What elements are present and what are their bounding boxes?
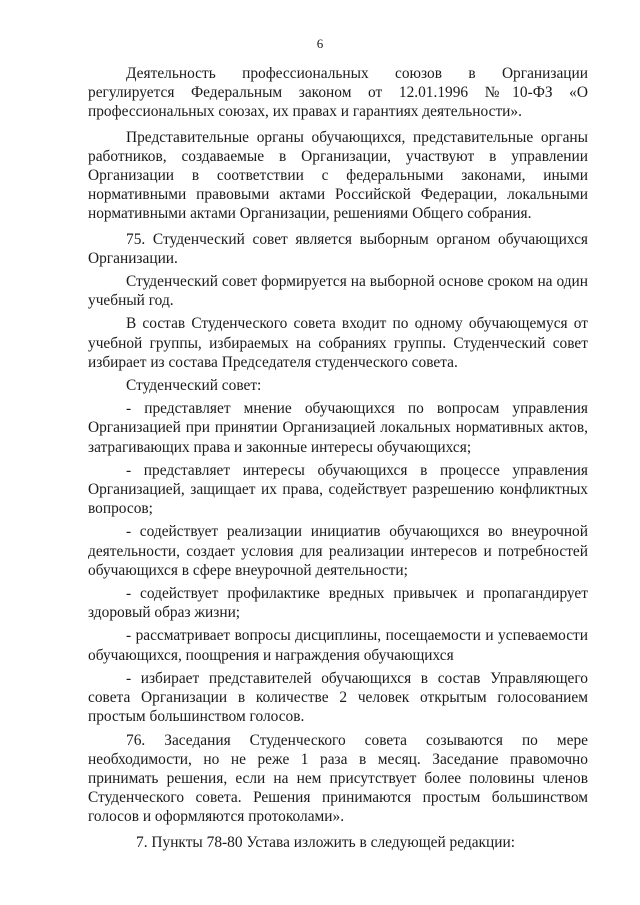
list-item: - избирает представителей обучающихся в состав Управляющего совета Организации в количестве 2 человек открытым голосованием простым большинством голосов. bbox=[88, 669, 588, 726]
list-item: - представляет интересы обучающихся в процессе управления Организацией, защищает их права, содействует разрешению конфликтных вопросов; bbox=[88, 461, 588, 518]
paragraph-amendment-7: 7. Пункты 78-80 Устава изложить в следующей редакции: bbox=[136, 833, 516, 851]
paragraph-council-composition: В состав Студенческого совета входит по одному обучающемуся от учебной группы, избираемых на собраниях группы. Студенческий совет избирает из состава Председателя студенческого совета. bbox=[88, 315, 588, 371]
list-item: - содействует профилактике вредных привычек и пропагандирует здоровый образ жизни; bbox=[88, 585, 588, 622]
paragraph-clause-76: 76. Заседания Студенческого совета созываются по мере необходимости, но не реже 1 раза в месяц. Заседание правомочно принимать решения, если на нем присутствует более половины членов Студенческого совета. Решения принимаются простым большинством голосов и оформляются протоколами». bbox=[88, 731, 588, 826]
paragraph-council-functions-heading: Студенческий совет: bbox=[126, 377, 262, 395]
paragraph-clause-75: 75. Студенческий совет является выборным органом обучающихся Организации. bbox=[88, 230, 588, 267]
page-number: 6 bbox=[316, 36, 324, 51]
paragraph-council-formation: Студенческий совет формируется на выборной основе сроком на один учебный год. bbox=[88, 273, 588, 310]
document-body bbox=[88, 64, 588, 858]
paragraph-representative-bodies: Представительные органы обучающихся, представительные органы работников, создаваемые в Организации, участвуют в управлении Организации в соответствии с федеральными законами, иными нормативными правовыми актами Российской Федерации, локальными нормативными актами Организации, решениями Общего собрания. bbox=[88, 128, 588, 223]
list-item: - содействует реализации инициатив обучающихся во внеурочной деятельности, создает условия для реализации интересов и потребностей обучающихся в сфере внеурочной деятельности; bbox=[88, 523, 588, 579]
paragraph-trade-unions: Деятельность профессиональных союзов в Организации регулируется Федеральным законом от 12.01.1996 №10-ФЗ «О профессиональных союзах, их правах и гарантиях деятельности». bbox=[88, 65, 588, 121]
list-item: - представляет мнение обучающихся по вопросам управления Организацией при принятии Организацией локальных нормативных актов, затрагивающих права и законные интересы обучающихся; bbox=[88, 400, 588, 456]
list-item: - рассматривает вопросы дисциплины, посещаемости и успеваемости обучающихся, поощрения и награждения обучающихся bbox=[88, 627, 588, 664]
